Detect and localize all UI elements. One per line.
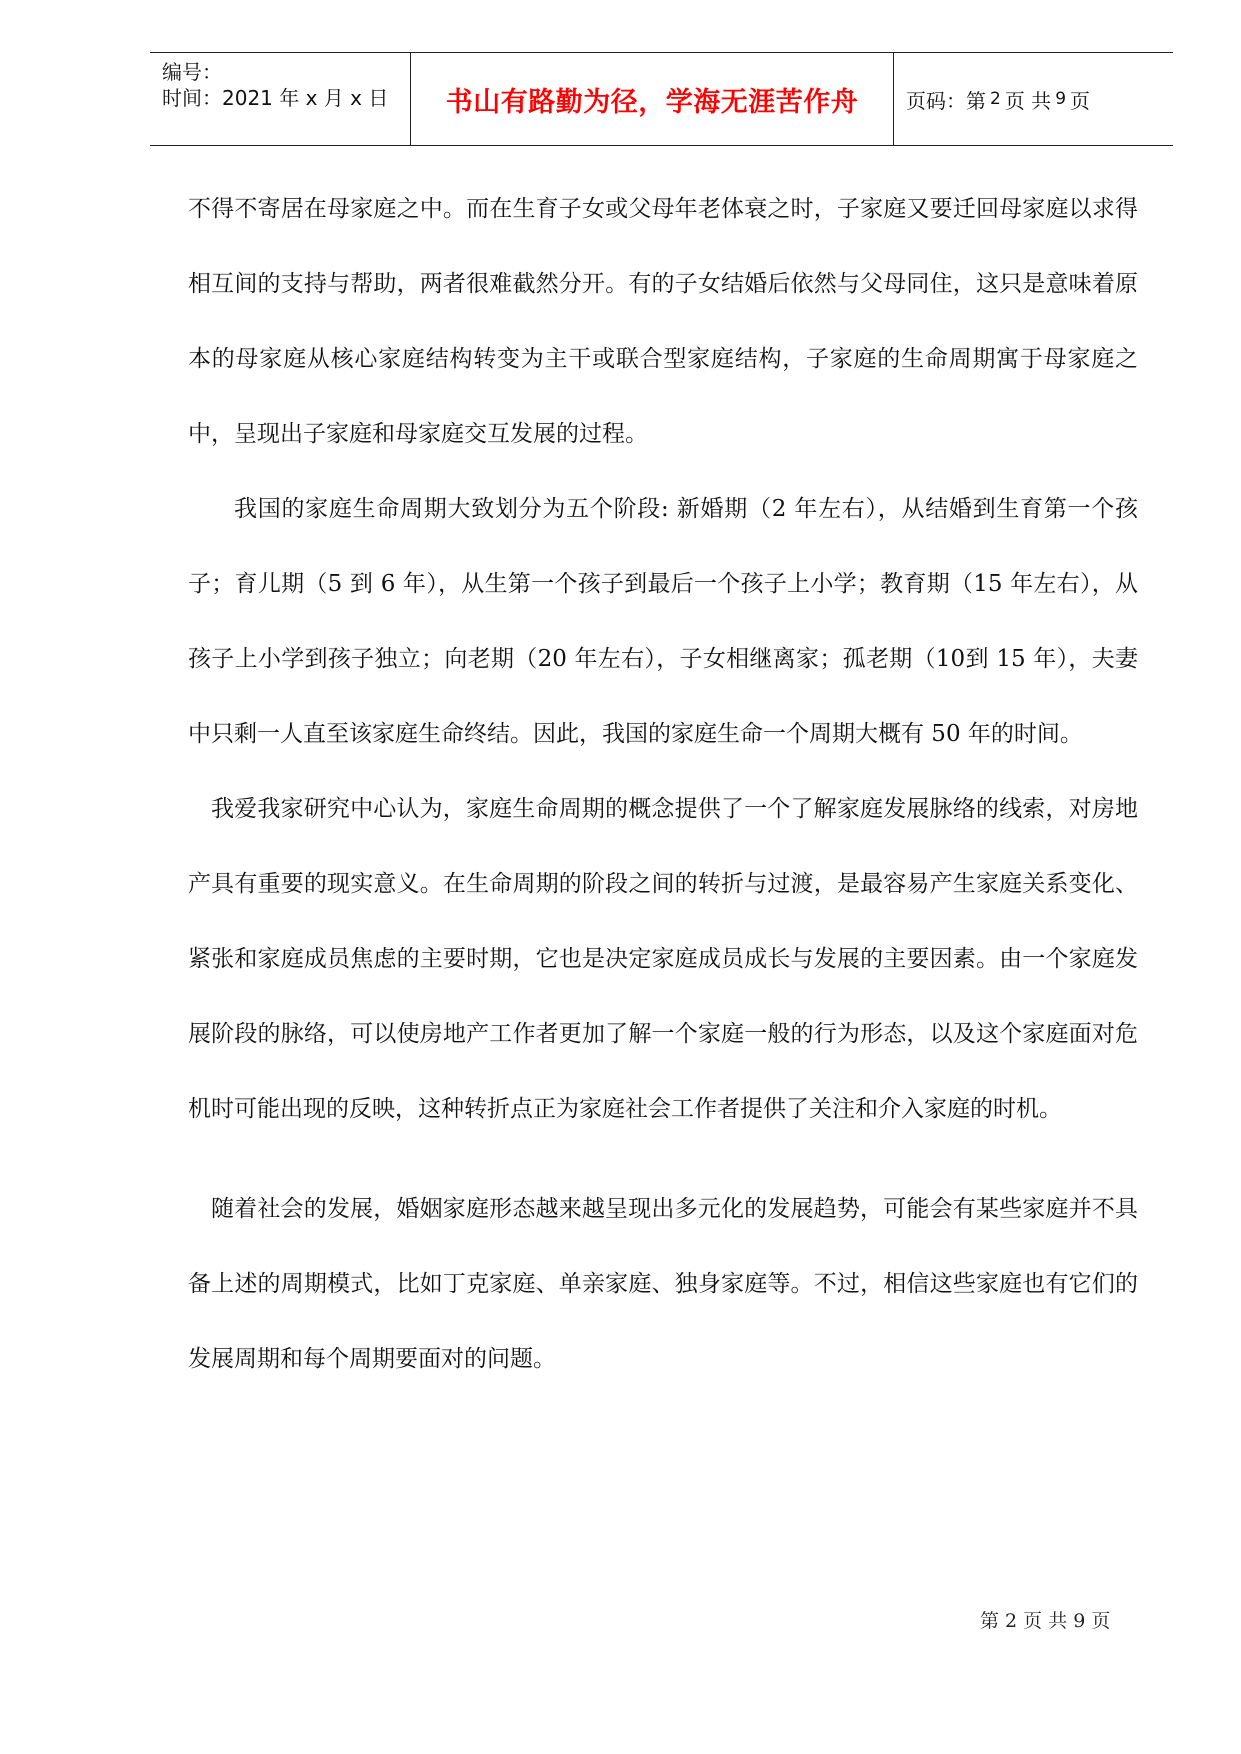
page-footer: 第 2 页 共 9 页: [980, 1610, 1111, 1632]
page-suffix: 页: [1070, 88, 1091, 113]
page-header: [150, 52, 1173, 146]
header-motto-cell: [410, 53, 894, 145]
paragraph: 我爱我家研究中心认为，家庭生命周期的概念提供了一个了解家庭发展脉络的线索，对房地产具有重要的现实意义。在生命周期的阶段之间的转折与过渡，是最容易产生家庭关系变化、紧张和家庭成员焦虑的主要时期，它也是决定家庭成员成长与发展的主要因素。由一个家庭发展阶段的脉络，可以使房地产工作者更加了解一个家庭一般的行为形态，以及这个家庭面对危机时可能出现的反映，这种转折点正为家庭社会工作者提供了关注和介入家庭的时机。: [188, 796, 1138, 1122]
header-meta: [150, 53, 410, 145]
page-mid: 页 共: [1004, 88, 1052, 113]
page-current: 2: [990, 89, 1001, 109]
page-total: 9: [1055, 89, 1067, 109]
paragraph: 随着社会的发展，婚姻家庭形态越来越呈现出多元化的发展趋势，可能会有某些家庭并不具备上述的周期模式，比如丁克家庭、单亲家庭、独身家庭等。不过，相信这些家庭也有它们的发展周期和每个周期要面对的问题。: [188, 1196, 1138, 1372]
header-motto: 书山有路勤为径，学海无涯苦作舟: [445, 86, 859, 118]
document-number-label: 编号：: [162, 60, 222, 84]
body-text: [188, 172, 1138, 1397]
paragraph: 我国的家庭生命周期大致划分为五个阶段: 新婚期（2 年左右），从结婚到生育第一个孩子；育儿期（5 到 6 年），从生第一个孩子到最后一个孩子上小学；教育期（15 年左右），从孩子上小学到孩子独立；向老期（20 年左右），子女相继离家；孤老期（10到 15 年），夫妻中只剩一人直至该家庭生命终结。因此，我国的家庭生命一个周期大概有 50 年的时间。: [188, 496, 1138, 747]
header-page-info: [894, 53, 1173, 145]
paragraph: 不得不寄居在母家庭之中。而在生育子女或父母年老体衰之时，子家庭又要迁回母家庭以求得相互间的支持与帮助，两者很难截然分开。有的子女结婚后依然与父母同住，这只是意味着原本的母家庭从核心家庭结构转变为主干或联合型家庭结构，子家庭的生命周期寓于母家庭之中，呈现出子家庭和母家庭交互发展的过程。: [188, 196, 1138, 447]
document-time: 时间：2021 年 x 月 x 日: [162, 86, 389, 110]
page-prefix: 页码：第: [906, 88, 986, 113]
